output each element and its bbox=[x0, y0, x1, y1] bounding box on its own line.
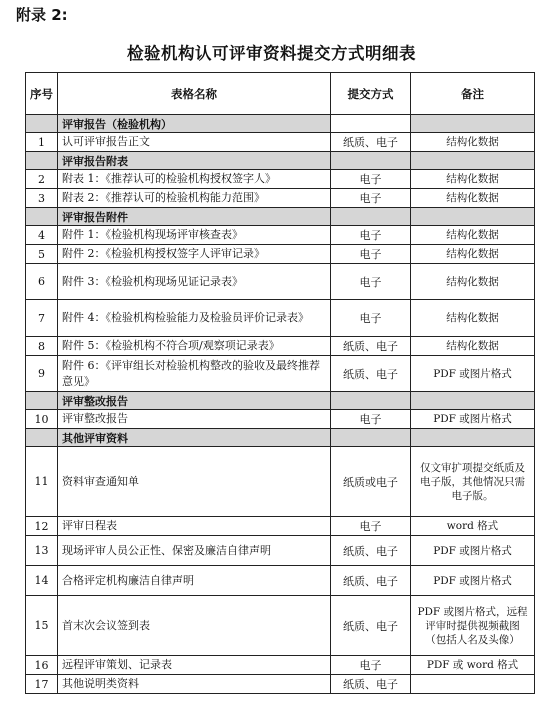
section-method-cell bbox=[331, 152, 411, 170]
row-name: 其他说明类资料 bbox=[58, 675, 331, 694]
row-name: 附件 4：《检验机构检验能力及检验员评价记录表》 bbox=[58, 300, 331, 337]
row-method: 电子 bbox=[331, 656, 411, 675]
section-title: 评审报告（检验机构） bbox=[58, 115, 331, 133]
section-method-cell bbox=[331, 208, 411, 226]
row-note: 结构化数据 bbox=[411, 300, 535, 337]
table-row bbox=[26, 447, 535, 517]
row-name: 评审日程表 bbox=[58, 517, 331, 536]
section-note-cell bbox=[411, 429, 535, 447]
section-row bbox=[26, 392, 535, 410]
section-no-cell bbox=[26, 115, 58, 133]
row-note: 结构化数据 bbox=[411, 264, 535, 300]
row-method: 纸质、电子 bbox=[331, 675, 411, 694]
row-number: 16 bbox=[26, 656, 58, 675]
row-name: 附表 2：《推荐认可的检验机构能力范围》 bbox=[58, 189, 331, 208]
row-name: 附件 2：《检验机构授权签字人评审记录》 bbox=[58, 245, 331, 264]
row-number: 9 bbox=[26, 356, 58, 392]
section-no-cell bbox=[26, 152, 58, 170]
header-name: 表格名称 bbox=[58, 73, 331, 115]
row-method: 电子 bbox=[331, 264, 411, 300]
row-name: 附表 1：《推荐认可的检验机构授权签字人》 bbox=[58, 170, 331, 189]
section-title: 评审报告附件 bbox=[58, 208, 331, 226]
submission-table bbox=[25, 72, 535, 694]
row-number: 17 bbox=[26, 675, 58, 694]
row-number: 11 bbox=[26, 447, 58, 517]
row-method: 电子 bbox=[331, 189, 411, 208]
table-row bbox=[26, 170, 535, 189]
row-name: 资料审查通知单 bbox=[58, 447, 331, 517]
table-body bbox=[26, 115, 535, 694]
row-number: 14 bbox=[26, 566, 58, 596]
table-row bbox=[26, 133, 535, 152]
section-method-cell bbox=[331, 115, 411, 133]
table-row bbox=[26, 189, 535, 208]
table-row bbox=[26, 675, 535, 694]
row-note: PDF 或图片格式 bbox=[411, 410, 535, 429]
row-name: 附件 5：《检验机构不符合项/观察项记录表》 bbox=[58, 337, 331, 356]
row-number: 2 bbox=[26, 170, 58, 189]
section-note-cell bbox=[411, 208, 535, 226]
row-note: 结构化数据 bbox=[411, 133, 535, 152]
row-number: 8 bbox=[26, 337, 58, 356]
document-title: 检验机构认可评审资料提交方式明细表 bbox=[127, 44, 416, 63]
table-row bbox=[26, 656, 535, 675]
section-note-cell bbox=[411, 392, 535, 410]
section-method-cell bbox=[331, 392, 411, 410]
row-name: 合格评定机构廉洁自律声明 bbox=[58, 566, 331, 596]
row-method: 电子 bbox=[331, 226, 411, 245]
row-name: 首末次会议签到表 bbox=[58, 596, 331, 656]
row-note: 结构化数据 bbox=[411, 189, 535, 208]
section-no-cell bbox=[26, 429, 58, 447]
table-row bbox=[26, 517, 535, 536]
row-method: 电子 bbox=[331, 245, 411, 264]
table-row bbox=[26, 410, 535, 429]
row-method: 电子 bbox=[331, 300, 411, 337]
row-note: 结构化数据 bbox=[411, 337, 535, 356]
section-row bbox=[26, 429, 535, 447]
header-method: 提交方式 bbox=[331, 73, 411, 115]
table-row bbox=[26, 300, 535, 337]
row-note: 结构化数据 bbox=[411, 226, 535, 245]
row-note: 结构化数据 bbox=[411, 245, 535, 264]
table-row bbox=[26, 356, 535, 392]
section-method-cell bbox=[331, 429, 411, 447]
section-note-cell bbox=[411, 115, 535, 133]
table-row bbox=[26, 245, 535, 264]
row-method: 纸质、电子 bbox=[331, 356, 411, 392]
row-method: 电子 bbox=[331, 410, 411, 429]
section-no-cell bbox=[26, 392, 58, 410]
section-title: 评审报告附表 bbox=[58, 152, 331, 170]
row-name: 附件 1：《检验机构现场评审核查表》 bbox=[58, 226, 331, 245]
table-row bbox=[26, 337, 535, 356]
row-method: 纸质、电子 bbox=[331, 596, 411, 656]
table-row bbox=[26, 566, 535, 596]
row-name: 现场评审人员公正性、保密及廉洁自律声明 bbox=[58, 536, 331, 566]
row-note: word 格式 bbox=[411, 517, 535, 536]
row-number: 13 bbox=[26, 536, 58, 566]
section-no-cell bbox=[26, 208, 58, 226]
table-row bbox=[26, 264, 535, 300]
row-note: PDF 或图片格式 bbox=[411, 566, 535, 596]
row-number: 5 bbox=[26, 245, 58, 264]
row-note: PDF 或图片格式 bbox=[411, 536, 535, 566]
table-row bbox=[26, 536, 535, 566]
row-number: 1 bbox=[26, 133, 58, 152]
row-note: 仅文审扩项提交纸质及电子版，其他情况只需电子版。 bbox=[411, 447, 535, 517]
row-number: 3 bbox=[26, 189, 58, 208]
row-method: 纸质、电子 bbox=[331, 566, 411, 596]
row-method: 纸质、电子 bbox=[331, 536, 411, 566]
row-method: 纸质或电子 bbox=[331, 447, 411, 517]
row-note bbox=[411, 675, 535, 694]
row-note: PDF 或图片格式，远程评审时提供视频截图（包括人名及头像） bbox=[411, 596, 535, 656]
row-note: PDF 或图片格式 bbox=[411, 356, 535, 392]
row-number: 12 bbox=[26, 517, 58, 536]
row-number: 10 bbox=[26, 410, 58, 429]
row-method: 纸质、电子 bbox=[331, 337, 411, 356]
section-row bbox=[26, 115, 535, 133]
section-title: 评审整改报告 bbox=[58, 392, 331, 410]
row-note: PDF 或 word 格式 bbox=[411, 656, 535, 675]
row-name: 评审整改报告 bbox=[58, 410, 331, 429]
row-number: 15 bbox=[26, 596, 58, 656]
row-method: 电子 bbox=[331, 170, 411, 189]
section-row bbox=[26, 152, 535, 170]
section-row bbox=[26, 208, 535, 226]
row-name: 远程评审策划、记录表 bbox=[58, 656, 331, 675]
row-name: 附件 3：《检验机构现场见证记录表》 bbox=[58, 264, 331, 300]
row-number: 7 bbox=[26, 300, 58, 337]
header-note: 备注 bbox=[411, 73, 535, 115]
row-name: 附件 6：《评审组长对检验机构整改的验收及最终推荐意见》 bbox=[58, 356, 331, 392]
table-row bbox=[26, 596, 535, 656]
row-method: 纸质、电子 bbox=[331, 133, 411, 152]
table-row bbox=[26, 226, 535, 245]
section-note-cell bbox=[411, 152, 535, 170]
row-method: 电子 bbox=[331, 517, 411, 536]
row-name: 认可评审报告正文 bbox=[58, 133, 331, 152]
header-no: 序号 bbox=[26, 73, 58, 115]
row-number: 6 bbox=[26, 264, 58, 300]
section-title: 其他评审资料 bbox=[58, 429, 331, 447]
row-note: 结构化数据 bbox=[411, 170, 535, 189]
appendix-label: 附录 2: bbox=[16, 6, 68, 24]
row-number: 4 bbox=[26, 226, 58, 245]
table-header-row bbox=[26, 73, 535, 115]
